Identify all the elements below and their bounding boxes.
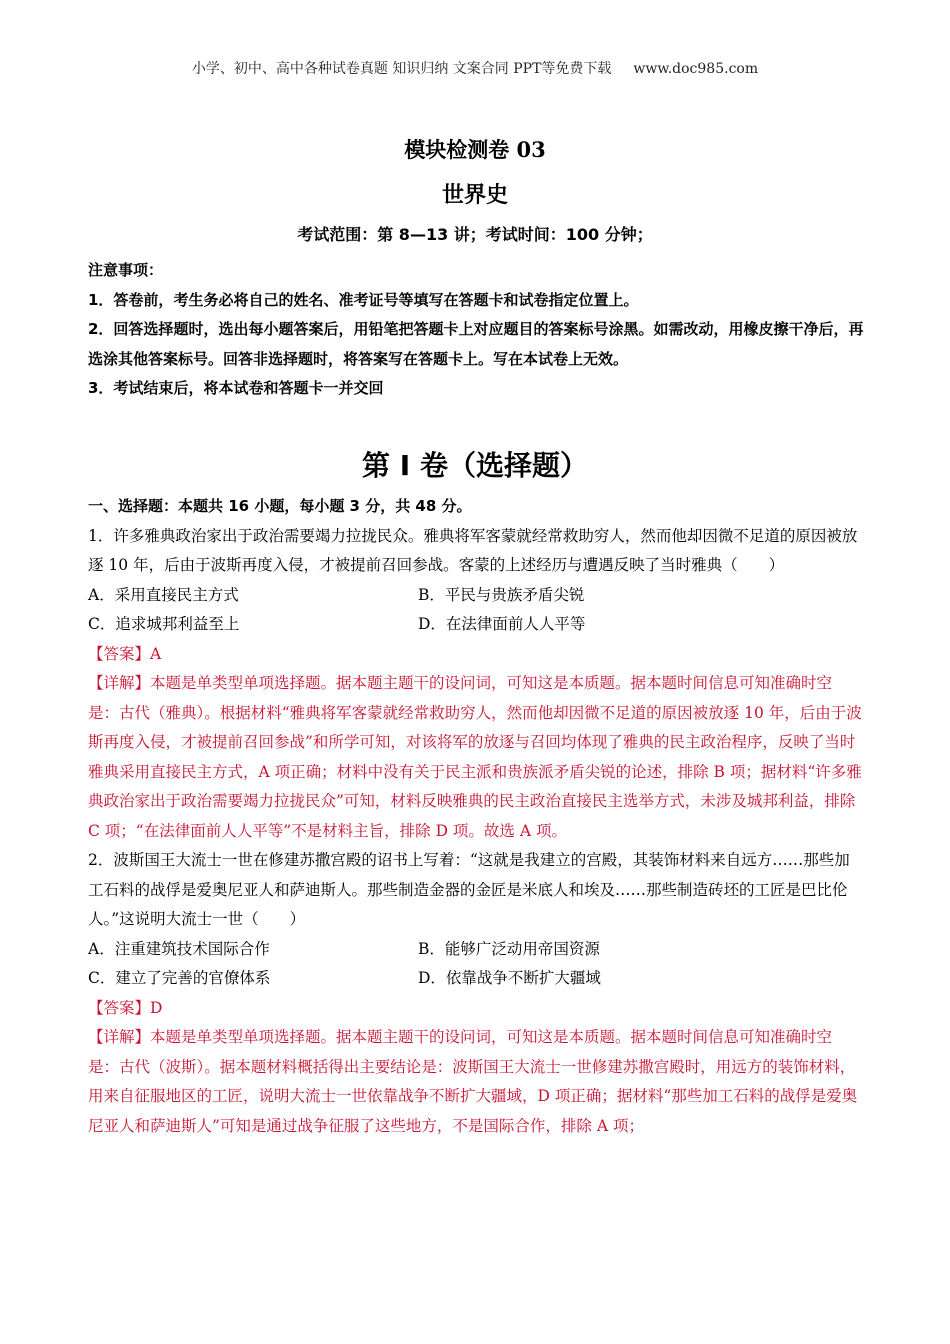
option-a: A．采用直接民主方式 — [88, 585, 239, 604]
detail-label: 【详解】 — [88, 1028, 151, 1046]
note-item: 1．答卷前，考生务必将自己的姓名、准考证号等填写在答题卡和试卷指定位置上。 — [88, 290, 639, 309]
section-title: 第 I 卷（选择题） — [362, 449, 588, 482]
option-c: C．建立了完善的官僚体系 — [88, 969, 271, 987]
answer-label: 【答案】 — [88, 644, 151, 663]
detail-text: 本题是单类型单项选择题。据本题主题干的设问词，可知这是本质题。据本题时间信息可知准确时空是：古代（雅典）。根据材料“雅典将军客蒙就经常救助穷人，然而他却因微不足道的原因被放逐 10 年，后由于波斯再度入侵，才被提前召回参战”和所学可知，对该将军的放逐与召回均体现了雅典的民主政治程序，反映了当时雅典采用直接民主方式，A 项正确；材料中没有关于民主派和贵族派矛盾尖锐的论述，排除 B 项；据材料“许多雅典政治家出于政治需要竭力拉拢民众”可知，材料反映雅典的民主政治直接民主选举方式，未涉及城邦利益，排除 C 项；“在法律面前人人平等”不是材料主旨，排除 D 项。故选 A 项。 — [88, 674, 862, 840]
detail-paragraph — [88, 1023, 863, 1141]
header-text: 小学、初中、高中各种试卷真题 知识归纳 文案合同 PPT等免费下载 — [191, 61, 612, 77]
option-c: C．追求城邦利益至上 — [88, 615, 240, 633]
notes-block — [88, 256, 868, 404]
option-list — [88, 581, 863, 640]
note-item: 3．考试结束后，将本试卷和答题卡一并交回 — [88, 379, 384, 397]
page-header — [0, 58, 950, 78]
answer-label: 【答案】 — [88, 998, 151, 1017]
option-list — [88, 935, 863, 994]
question-2 — [88, 846, 863, 1141]
option-d: D．在法律面前人人平等 — [418, 615, 586, 633]
question-stem: 2．波斯国王大流士一世在修建苏撒宫殿的诏书上写着：“这就是我建立的宫殿，其装饰材料来自远方……那些加工石料的战俘是爱奥尼亚人和萨迪斯人。那些制造金器的金匠是米底人和埃及……那些制造砖坯的工匠是巴比伦人。”这说明大流士一世（ ） — [88, 851, 850, 928]
note-item: 2．回答选择题时，选出每小题答案后，用铅笔把答题卡上对应题目的答案标号涂黑。如需改动，用橡皮擦干净后，再选涂其他答案标号。回答非选择题时，将答案写在答题卡上。写在本试卷上无效。 — [88, 320, 864, 368]
questions-content — [88, 492, 863, 1141]
option-d: D．依靠战争不断扩大疆域 — [418, 969, 601, 987]
answer-value: D — [150, 998, 163, 1017]
detail-text: 本题是单类型单项选择题。据本题主题干的设问词，可知这是本质题。据本题时间信息可知准确时空是：古代（波斯）。据本题材料概括得出主要结论是：波斯国王大流士一世修建苏撒宫殿时，用远方的装饰材料，用来自征服地区的工匠，说明大流士一世依靠战争不断扩大疆域，D 项正确；据材料“那些加工石料的战俘是爱奥尼亚人和萨迪斯人”可知是通过战争征服了这些地方，不是国际合作，排除 A 项； — [88, 1028, 858, 1135]
option-b: B．能够广泛动用帝国资源 — [418, 939, 600, 958]
exam-subject: 世界史 — [441, 183, 508, 208]
option-a: A．注重建筑技术国际合作 — [88, 939, 270, 958]
question-stem: 1．许多雅典政治家出于政治需要竭力拉拢民众。雅典将军客蒙就经常救助穷人，然而他却因微不足道的原因被放逐 10 年，后由于波斯再度入侵，才被提前召回参战。客蒙的上述经历与遭遇反映了当时雅典（ ） — [88, 526, 858, 574]
header-site-link[interactable]: www.doc985.com — [633, 61, 759, 77]
detail-label: 【详解】 — [88, 674, 151, 692]
answer-value: A — [150, 644, 162, 663]
answer-line — [88, 994, 863, 1024]
exam-scope: 考试范围：第 8—13 讲；考试时间：100 分钟； — [297, 225, 653, 244]
detail-paragraph — [88, 669, 863, 846]
exam-title: 模块检测卷 03 — [404, 137, 546, 162]
option-b: B．平民与贵族矛盾尖锐 — [418, 585, 585, 604]
notes-heading: 注意事项： — [88, 261, 164, 279]
question-1 — [88, 522, 863, 847]
part-heading: 一、选择题：本题共 16 小题，每小题 3 分，共 48 分。 — [88, 497, 472, 515]
answer-line — [88, 640, 863, 670]
